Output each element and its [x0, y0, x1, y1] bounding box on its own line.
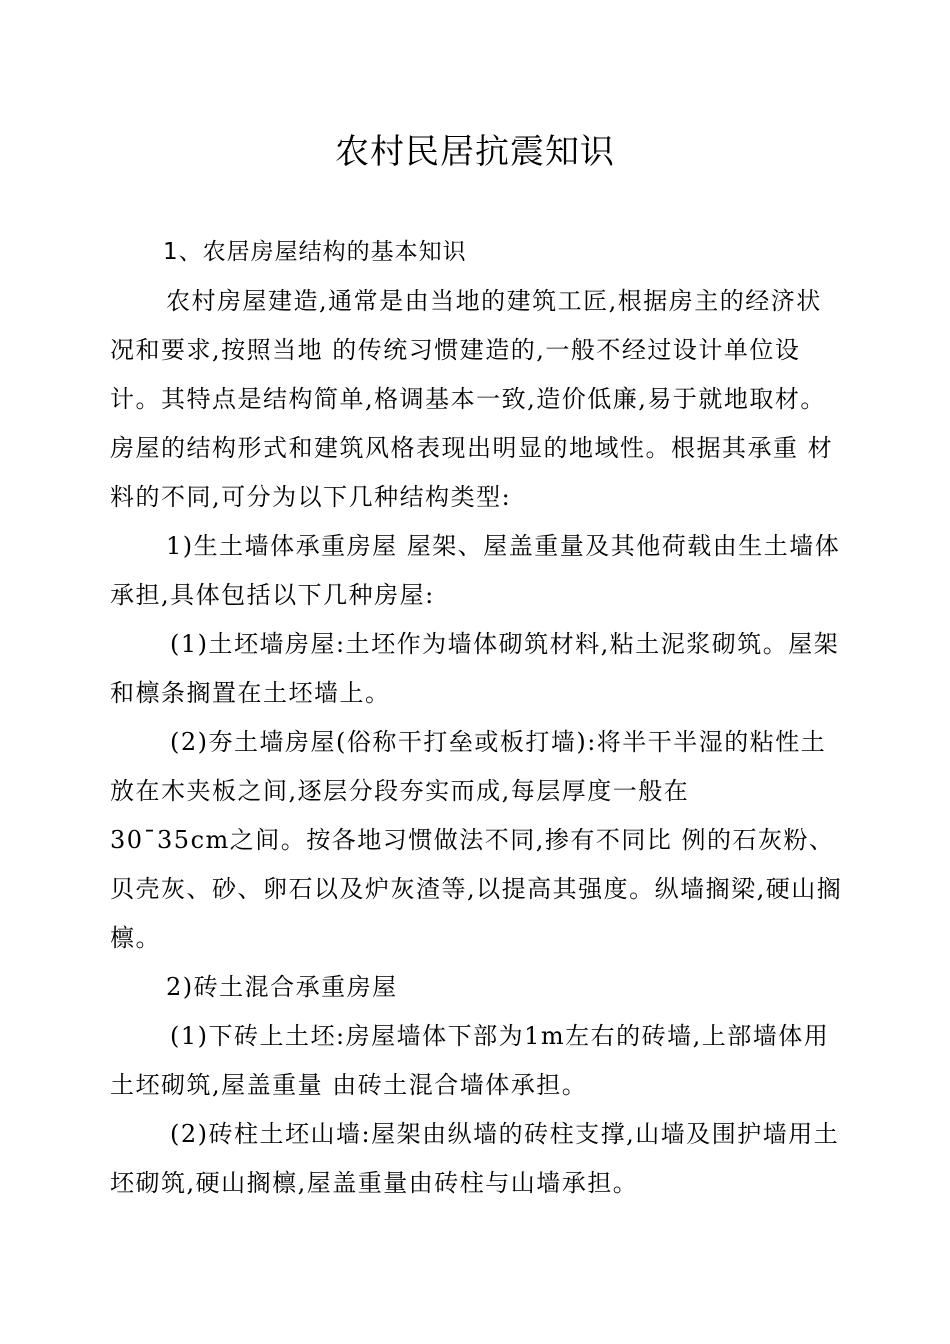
paragraph-adobe-wall: (1)土坯墙房屋:土坯作为墙体砌筑材料,粘土泥浆砌筑。屋架和檩条搁置在土坯墙上。 [110, 630, 840, 707]
paragraph-brick-lower-adobe-upper: (1)下砖上土坯:房屋墙体下部为1m左右的砖墙,上部墙体用土坯砌筑,屋盖重量 由砖土混合墙体承担。 [110, 1022, 830, 1099]
paragraph-intro: 农村房屋建造,通常是由当地的建筑工匠,根据房主的经济状况和要求,按照当地 的传统习惯建造的,一般不经过设计单位设计。其特点是结构简单,格调基本一致,造价低廉,易于就地取材。房屋的结构形式和建筑风格表现出明显的地域性。根据其承重 材料的不同,可分为以下几种结构类型: [110, 287, 834, 511]
paragraph-earth-wall-bearing: 1)生土墙体承重房屋 屋架、屋盖重量及其他荷载由生土墙体承担,具体包括以下几种房屋: [110, 532, 841, 609]
paragraph-rammed-earth-wall-continued: 30¯35cm之间。按各地习惯做法不同,掺有不同比 例的石灰粉、贝壳灰、砂、卵石以及炉灰渣等,以提高其强度。纵墙搁梁,硬山搁檩。 [110, 826, 843, 952]
paragraph-brick-earth-mixed: 2)砖土混合承重房屋 [166, 973, 398, 1001]
document-body [110, 228, 845, 1208]
document-title: 农村民居抗震知识 [335, 132, 615, 172]
paragraph-rammed-earth-wall: (2)夯土墙房屋(俗称干打垒或板打墙):将半干半湿的粘性土放在木夹板之间,逐层分段夯实而成,每层厚度一般在 [110, 728, 827, 805]
paragraph-brick-column-adobe-gable: (2)砖柱土坯山墙:屋架由纵墙的砖柱支撑,山墙及围护墙用土坯砌筑,硬山搁檩,屋盖重量由砖柱与山墙承担。 [110, 1120, 840, 1197]
section-heading: 1、农居房屋结构的基本知识 [163, 239, 467, 265]
